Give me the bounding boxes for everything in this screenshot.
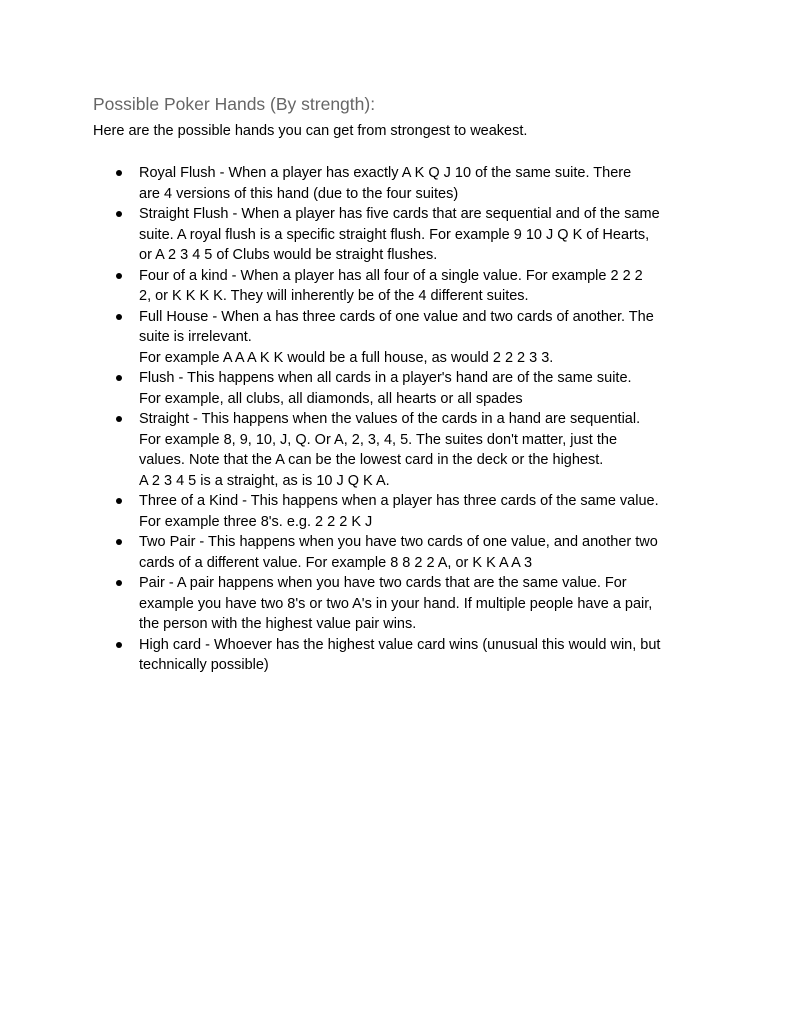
list-item-text-line: Three of a Kind - This happens when a player has three cards of the same value. — [139, 493, 659, 509]
list-item-royal-flush — [139, 163, 714, 204]
list-item-flush — [139, 368, 714, 409]
bullet-icon — [116, 539, 122, 545]
poker-hands-list — [139, 163, 714, 676]
list-item-text-line: Full House - When a has three cards of one value and two cards of another. The — [139, 308, 654, 325]
bullet-icon — [116, 416, 122, 422]
list-item-text-line: For example A A A K K would be a full house, as would 2 2 2 3 3. — [139, 349, 554, 366]
list-item-two-pair — [139, 532, 714, 573]
bullet-icon — [116, 211, 122, 217]
list-item-text-line: For example three 8's. e.g. 2 2 2 K J — [139, 513, 373, 530]
intro-text: Here are the possible hands you can get from strongest to weakest. — [93, 123, 528, 139]
bullet-icon — [116, 273, 122, 279]
list-item-text-line: Straight - This happens when the values of the cards in a hand are sequential. — [139, 411, 641, 427]
list-item-three-of-a-kind — [139, 491, 714, 532]
list-item-text-line: Four of a kind - When a player has all four of a single value. For example 2 2 2 — [139, 267, 643, 284]
bullet-icon — [116, 375, 122, 381]
list-item-text-line: For example, all clubs, all diamonds, all hearts or all spades — [139, 390, 523, 407]
list-item-text-line: A 2 3 4 5 is a straight, as is 10 J Q K A. — [139, 472, 390, 489]
list-item-text-line: Pair - A pair happens when you have two cards that are the same value. For — [139, 575, 627, 591]
bullet-icon — [116, 170, 122, 176]
page-title: Possible Poker Hands (By strength): — [93, 94, 376, 114]
list-item-text-line: suite is irrelevant. — [139, 329, 252, 345]
bullet-icon — [116, 580, 122, 586]
list-item-pair — [139, 573, 714, 635]
list-item-full-house — [139, 307, 714, 369]
bullet-icon — [116, 314, 122, 320]
list-item-text-line: suite. A royal flush is a specific straight flush. For example 9 10 J Q K of Hearts, — [139, 226, 650, 243]
list-item-text-line: Two Pair - This happens when you have two cards of one value, and another two — [139, 534, 658, 550]
list-item-text-line: For example 8, 9, 10, J, Q. Or A, 2, 3, 4, 5. The suites don't matter, just the — [139, 431, 618, 448]
list-item-text-line: values. Note that the A can be the lowest card in the deck or the highest. — [139, 452, 604, 468]
bullet-icon — [116, 642, 122, 648]
list-item-straight-flush — [139, 204, 714, 266]
list-item-text-line: are 4 versions of this hand (due to the four suites) — [139, 185, 459, 202]
list-item-four-of-a-kind — [139, 266, 714, 307]
list-item-high-card — [139, 635, 714, 676]
list-item-text-line: example you have two 8's or two A's in your hand. If multiple people have a pair, — [139, 595, 653, 612]
list-item-text-line: High card - Whoever has the highest value card wins (unusual this would win, but — [139, 636, 661, 653]
list-item-text-line: the person with the highest value pair wins. — [139, 616, 417, 632]
list-item-text-line: cards of a different value. For example 8 8 2 2 A, or K K A A 3 — [139, 554, 533, 571]
list-item-text-line: technically possible) — [139, 657, 269, 673]
list-item-text-line: 2, or K K K K. They will inherently be of the 4 different suites. — [139, 288, 529, 304]
list-item-text-line: Straight Flush - When a player has five cards that are sequential and of the same — [139, 206, 660, 222]
list-item-straight — [139, 409, 714, 491]
list-item-text-line: Royal Flush - When a player has exactly A K Q J 10 of the same suite. There — [139, 165, 632, 181]
bullet-icon — [116, 498, 122, 504]
list-item-text-line: Flush - This happens when all cards in a player's hand are of the same suite. — [139, 370, 632, 386]
list-item-text-line: or A 2 3 4 5 of Clubs would be straight flushes. — [139, 247, 438, 263]
